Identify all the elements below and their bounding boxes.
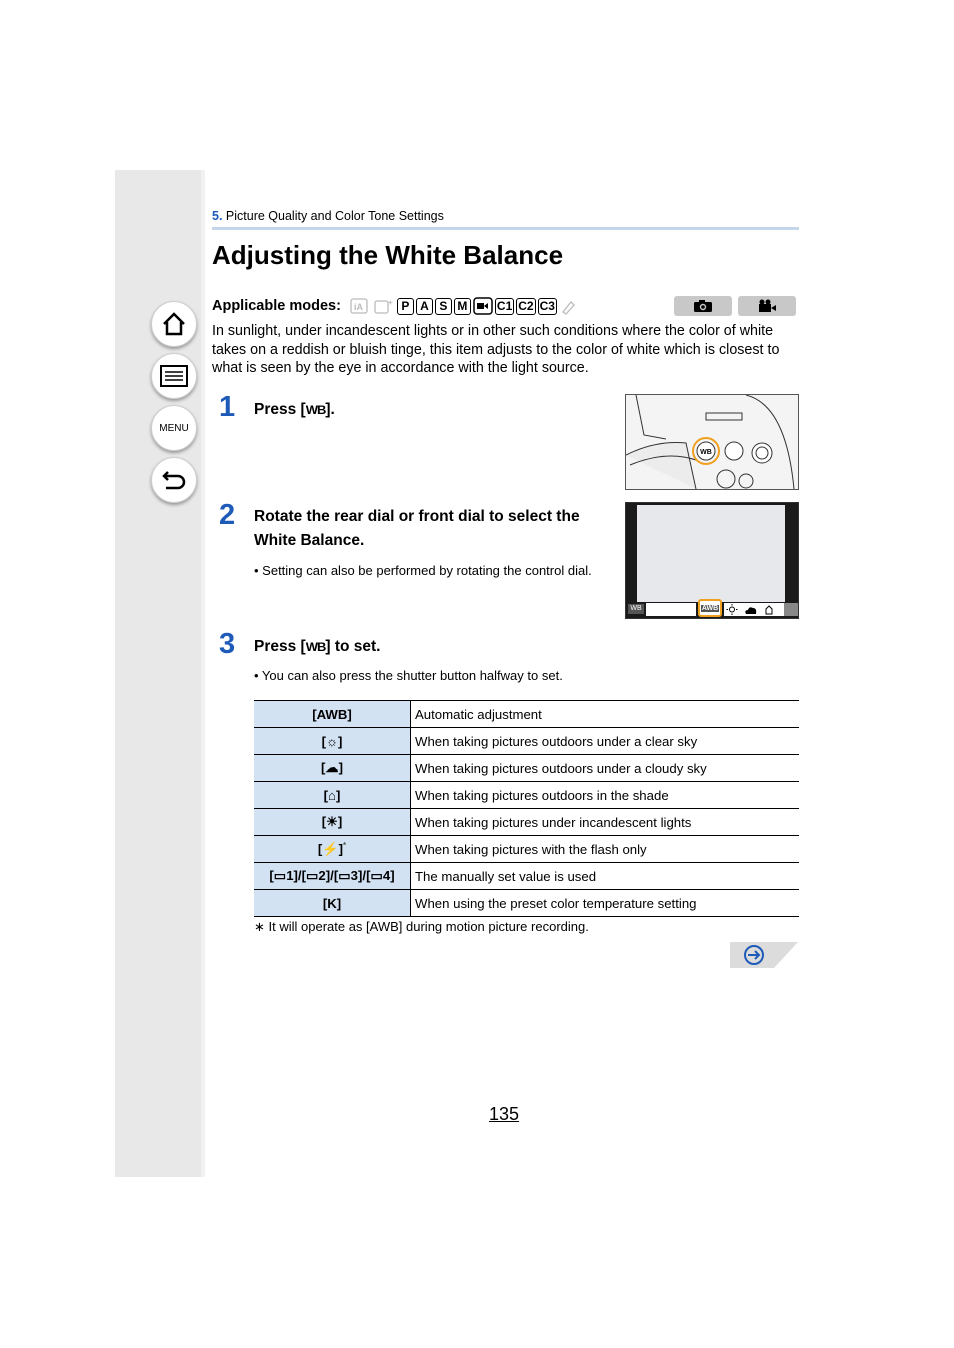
table-key: [AWB] — [254, 701, 411, 728]
contents-button[interactable] — [151, 353, 197, 399]
table-key: [☀] — [254, 809, 411, 836]
awb-selected — [698, 599, 722, 617]
table-value: Automatic adjustment — [411, 701, 800, 728]
next-page-button[interactable] — [730, 942, 798, 968]
creative-control-icon — [559, 297, 579, 315]
step-2-number: 2 — [219, 499, 236, 531]
lcd-screen-illustration — [625, 502, 799, 619]
table-value: When taking pictures outdoors in the shade — [411, 782, 800, 809]
step-2-bullet: • Setting can also be performed by rotating the control dial. — [254, 563, 592, 578]
mode-icons — [349, 297, 579, 315]
intro-paragraph: In sunlight, under incandescent lights or in other such conditions where the color of white takes on a reddish or bluish tinge, this item adjusts to the color of white which is closest to what is seen by the eye in accordance with the light source. — [212, 323, 780, 376]
video-camera-icon — [757, 299, 777, 313]
table-key: [▭1]/[▭2]/[▭3]/[▭4] — [254, 863, 411, 890]
table-row — [254, 863, 799, 890]
sidebar-edge — [201, 170, 205, 1177]
step-1-pre: Press [ — [254, 401, 306, 419]
back-button[interactable] — [151, 457, 197, 503]
mode-c2-icon: C2 — [518, 299, 534, 313]
table-key: [☼] — [254, 728, 411, 755]
back-arrow-icon — [160, 466, 188, 494]
menu-button[interactable] — [151, 405, 197, 451]
page-number: 135 — [489, 1104, 520, 1124]
table-row — [254, 809, 799, 836]
screen-viewport — [637, 505, 785, 602]
mode-m-icon: M — [454, 298, 471, 315]
page-title: Adjusting the White Balance — [212, 240, 564, 270]
photo-tab — [674, 296, 732, 316]
step-1-number: 1 — [219, 391, 236, 423]
recording-tabs — [674, 296, 796, 316]
cloudy-icon — [745, 607, 756, 614]
movie-mode-icon — [473, 297, 493, 315]
intelligent-auto-plus-icon — [373, 297, 395, 315]
breadcrumb-rule — [212, 227, 799, 230]
step-3-post: ] to set. — [325, 638, 381, 656]
mode-s-icon: S — [435, 298, 452, 315]
home-icon — [160, 310, 188, 338]
awb-label: AWB — [701, 604, 719, 612]
table-value: When taking pictures under incandescent lights — [411, 809, 800, 836]
table-row — [254, 755, 799, 782]
table-value: The manually set value is used — [411, 863, 800, 890]
mode-c1-icon: C1 — [496, 299, 513, 313]
footnote-marker: * — [343, 840, 347, 850]
list-icon — [159, 364, 189, 388]
screen-bar-end — [784, 603, 798, 616]
table-row — [254, 728, 799, 755]
table-row — [254, 890, 799, 917]
modes-label: Applicable modes: — [212, 298, 341, 314]
footnote: ∗ It will operate as [AWB] during motion picture recording. — [254, 919, 589, 934]
step-3-number: 3 — [219, 628, 236, 660]
mode-a-icon: A — [416, 298, 433, 315]
step-3-pre: Press [ — [254, 638, 306, 656]
menu-label: MENU — [159, 422, 189, 434]
table-value: When taking pictures outdoors under a cloudy sky — [411, 755, 800, 782]
svg-text:iA: iA — [353, 302, 363, 312]
table-key: [⚡] — [317, 841, 344, 857]
breadcrumb-number: 5. — [212, 209, 223, 223]
wb-icon: WB — [305, 639, 326, 654]
table-value: When taking pictures with the flash only — [411, 836, 800, 863]
wb-options-bar — [724, 603, 784, 616]
step-1-text — [254, 398, 335, 422]
table-row — [254, 701, 799, 728]
wb-mini-badge: WB — [628, 604, 644, 614]
table-key-cell — [254, 836, 411, 863]
shade-icon — [766, 606, 772, 614]
camera-back-illustration — [625, 394, 799, 490]
step-3-text — [254, 635, 381, 659]
mode-p-icon: P — [397, 298, 414, 315]
screen-bar — [646, 603, 696, 616]
table-key: [⌂] — [254, 782, 411, 809]
home-button[interactable] — [151, 301, 197, 347]
breadcrumb — [212, 209, 444, 223]
table-key: [☁] — [254, 755, 411, 782]
table-row — [254, 836, 799, 863]
wb-icon: WB — [305, 402, 326, 417]
step-2-line1: Rotate the rear dial or front dial to select the — [254, 508, 580, 525]
table-row — [254, 782, 799, 809]
breadcrumb-text: Picture Quality and Color Tone Settings — [225, 209, 444, 223]
table-value: When using the preset color temperature setting — [411, 890, 800, 917]
video-tab — [738, 296, 796, 316]
sunny-icon — [727, 604, 738, 615]
table-value: When taking pictures outdoors under a clear sky — [411, 728, 800, 755]
step-3-bullet: • You can also press the shutter button halfway to set. — [254, 668, 563, 683]
camera-icon — [693, 299, 713, 313]
step-1-post: ]. — [325, 401, 335, 419]
step-2-line2: White Balance. — [254, 532, 365, 549]
table-key: [K] — [254, 890, 411, 917]
white-balance-table — [254, 700, 799, 917]
wb-button-label: WB — [700, 449, 712, 456]
mode-c3-icon: C3 — [539, 299, 555, 313]
svg-text:+: + — [387, 298, 393, 307]
applicable-modes — [212, 297, 579, 315]
step-2-text — [254, 505, 580, 553]
intelligent-auto-icon — [349, 297, 371, 315]
